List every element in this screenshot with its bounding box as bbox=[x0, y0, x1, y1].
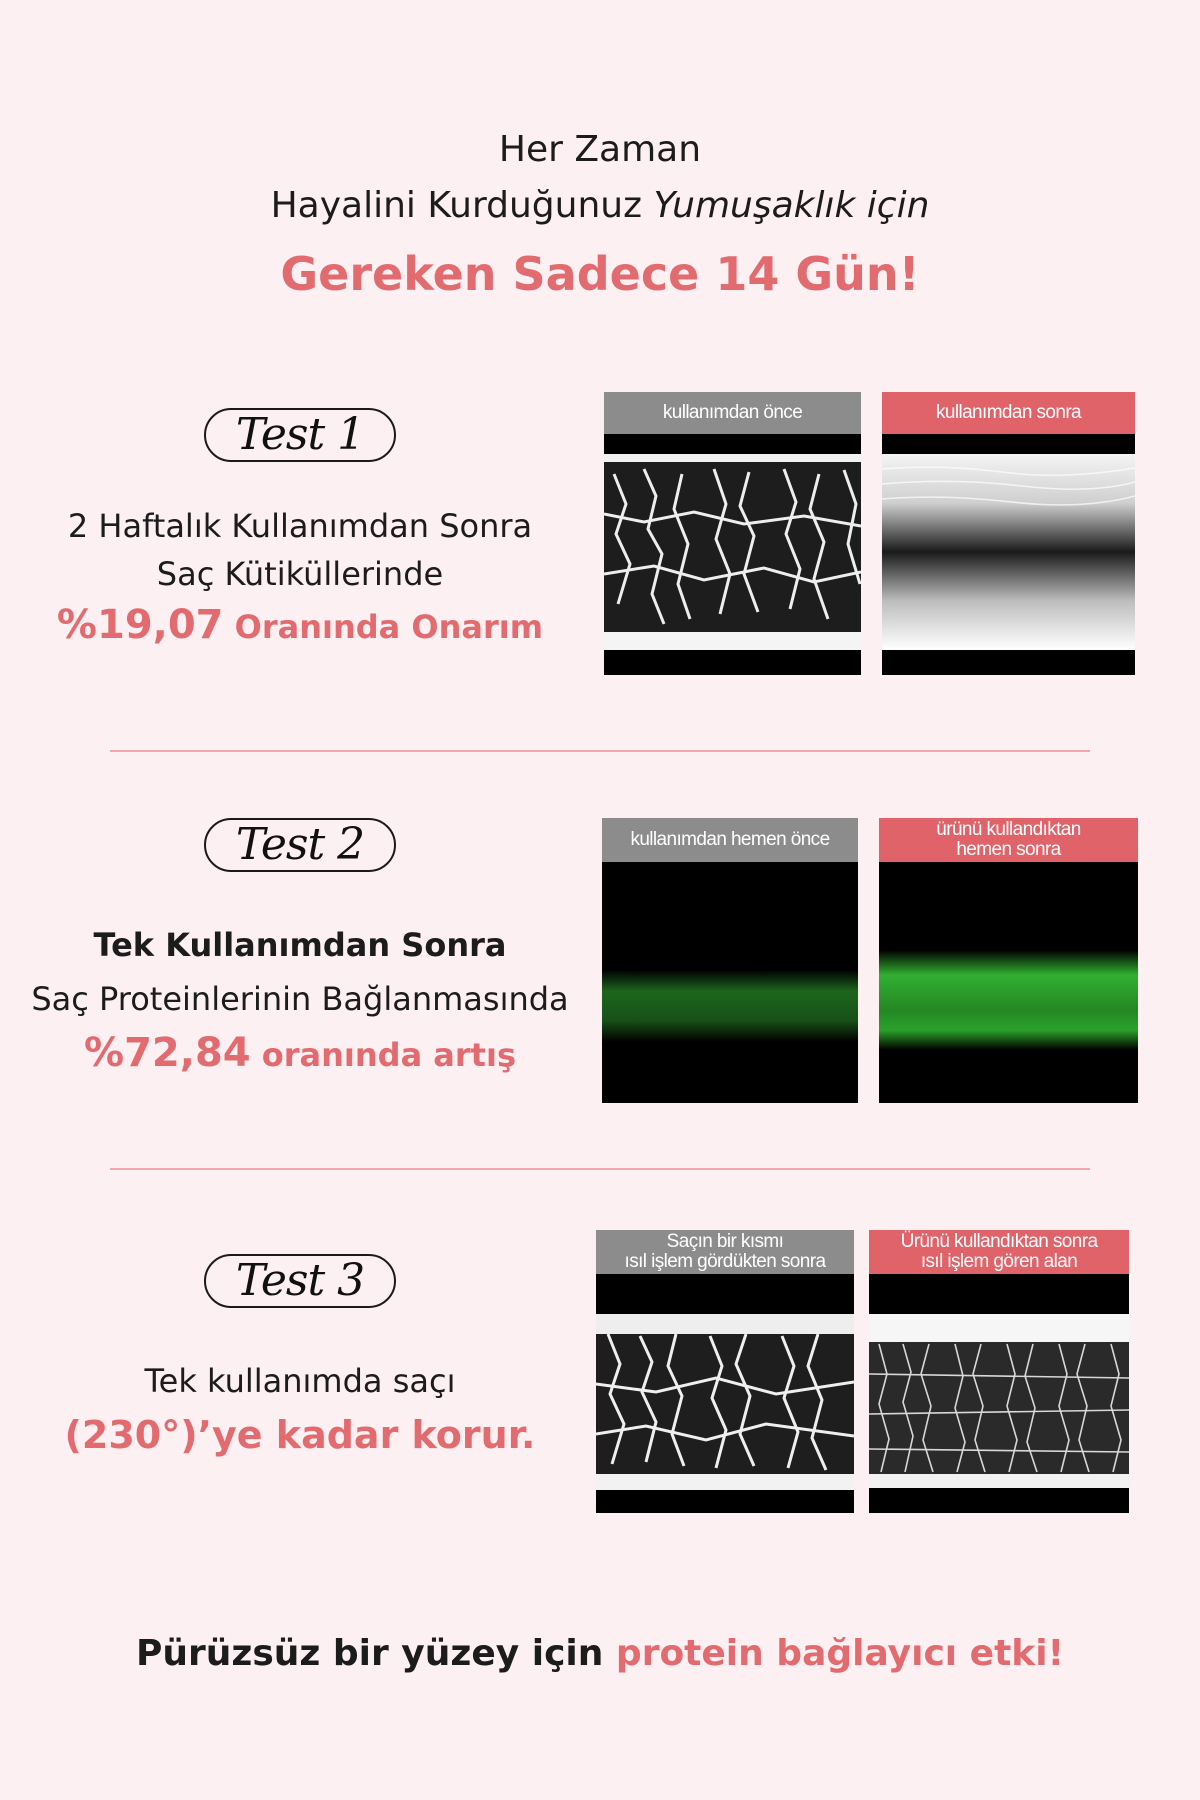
test-3-before-image bbox=[596, 1230, 854, 1513]
test-2-before-image bbox=[602, 818, 858, 1103]
hero-line-2-emphasis: Yumuşaklık için bbox=[653, 185, 930, 226]
section-divider-1 bbox=[110, 750, 1090, 752]
test-3-before-caption-line-2: ısıl işlem gördükten sonra bbox=[624, 1251, 826, 1272]
test-2-description bbox=[0, 918, 600, 1088]
test-3-line-1: Tek kullanımda saçı bbox=[144, 1362, 456, 1400]
test-1-line-2: Saç Kütiküllerinde bbox=[156, 555, 444, 593]
footer-text-plain: Pürüzsüz bir yüzey için bbox=[135, 1633, 616, 1674]
test-2-before-caption: kullanımdan hemen önce bbox=[602, 818, 858, 862]
test-3-after-image bbox=[869, 1230, 1129, 1513]
test-3-before-caption-line-1: Saçın bir kısmı bbox=[666, 1231, 784, 1252]
test-1-highlight bbox=[0, 598, 600, 660]
test-2-after-caption-line-2: hemen sonra bbox=[956, 839, 1061, 860]
hero-line-2 bbox=[0, 178, 1200, 234]
hero-line-2-prefix: Hayalini Kurduğunuz bbox=[270, 185, 654, 226]
test-1-after-image bbox=[882, 392, 1135, 675]
test-1-highlight-value: %19,07 bbox=[56, 602, 224, 648]
test-2-line-2: Saç Proteinlerinin Bağlanmasında bbox=[31, 980, 569, 1018]
test-1-line-1: 2 Haftalık Kullanımdan Sonra bbox=[67, 507, 533, 545]
test-1-label: Test 1 bbox=[204, 408, 396, 462]
test-2-line-1: Tek Kullanımdan Sonra bbox=[93, 926, 507, 964]
hero-headline: Gereken Sadece 14 Gün! bbox=[280, 247, 920, 301]
test-3-after-caption bbox=[869, 1230, 1129, 1274]
test-3-after-caption-line-1: Ürünü kullandıktan sonra bbox=[900, 1231, 1098, 1252]
hair-heat-protected-photo bbox=[869, 1274, 1129, 1513]
hair-heat-damaged-photo bbox=[596, 1274, 854, 1513]
test-1-description bbox=[0, 502, 600, 660]
hero-line-1: Her Zaman bbox=[498, 129, 702, 170]
test-1-highlight-text: Oranında Onarım bbox=[223, 608, 544, 646]
test-2-highlight-text: oranında artış bbox=[250, 1036, 516, 1074]
test-2-highlight-value: %72,84 bbox=[84, 1030, 251, 1076]
test-2-after-caption bbox=[879, 818, 1138, 862]
test-3-description bbox=[0, 1354, 600, 1462]
test-3-before-caption bbox=[596, 1230, 854, 1274]
test-2-label: Test 2 bbox=[204, 818, 396, 872]
green-fluorescence-strong bbox=[879, 950, 1138, 1050]
hair-cuticle-repaired-photo bbox=[882, 434, 1135, 675]
section-divider-2 bbox=[110, 1168, 1090, 1170]
test-3-label: Test 3 bbox=[204, 1254, 396, 1308]
hero-header bbox=[0, 122, 1200, 314]
test-3-highlight: (230°)’ye kadar korur. bbox=[64, 1413, 536, 1457]
test-2-after-caption-line-1: ürünü kullandıktan bbox=[936, 819, 1081, 840]
test-1-after-caption: kullanımdan sonra bbox=[882, 392, 1135, 434]
hair-cuticle-damaged-photo bbox=[604, 434, 861, 675]
test-2-highlight bbox=[0, 1026, 600, 1088]
test-2-after-image bbox=[879, 818, 1138, 1103]
green-fluorescence-weak bbox=[602, 970, 858, 1042]
test-3-after-caption-line-2: ısıl işlem gören alan bbox=[920, 1251, 1078, 1272]
test-1-before-image bbox=[604, 392, 861, 675]
test-1-before-caption: kullanımdan önce bbox=[604, 392, 861, 434]
footer-text-accent: protein bağlayıcı etki! bbox=[615, 1633, 1065, 1674]
footer-tagline bbox=[0, 1630, 1200, 1678]
